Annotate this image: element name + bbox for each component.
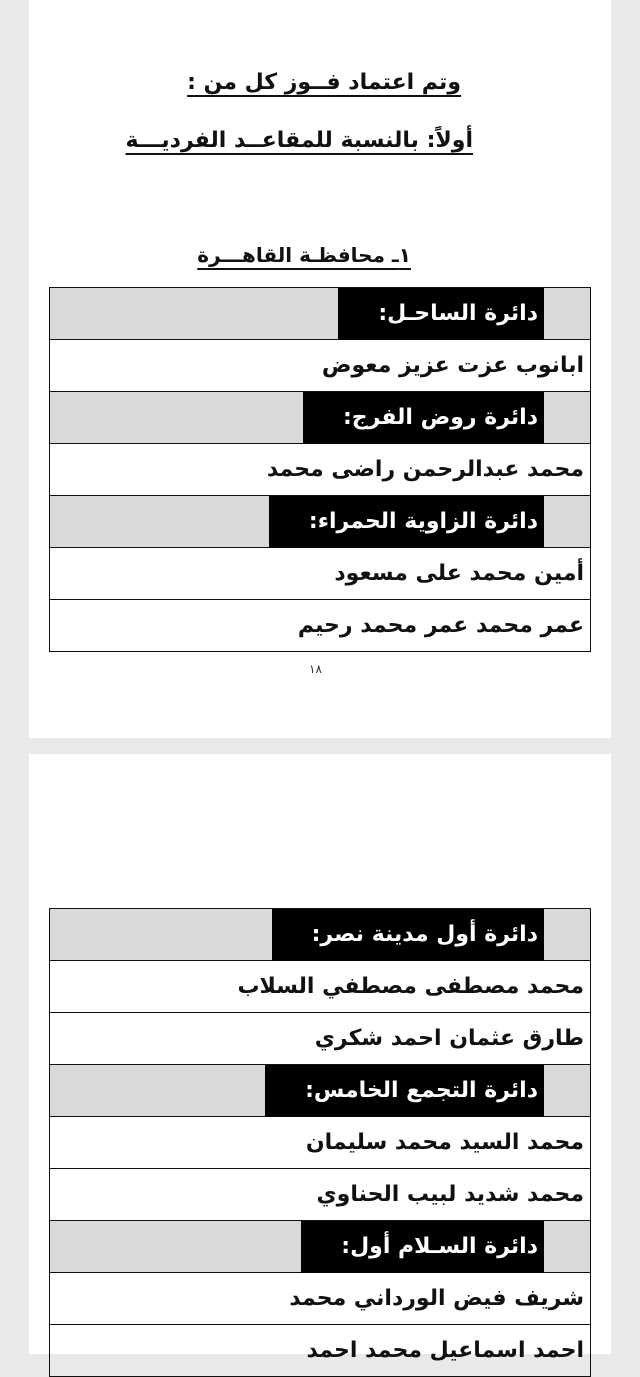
document-page-2 — [29, 754, 611, 1363]
candidate-row — [50, 1117, 590, 1169]
district-label: دائرة السـلام أول: — [301, 1221, 544, 1273]
winners-table-1 — [49, 287, 591, 652]
district-row — [50, 1221, 590, 1273]
district-label: دائرة روض الفرج: — [303, 392, 544, 444]
candidate-row — [50, 961, 590, 1013]
candidate-row — [50, 340, 590, 392]
governorate-heading: ١ـ محافظـة القاهـــرة — [197, 243, 411, 267]
district-row — [50, 909, 590, 961]
candidate-name: عمر محمد عمر محمد رحيم — [297, 613, 584, 638]
candidate-row — [50, 1169, 590, 1221]
candidate-name: محمد مصطفى مصطفي السلاب — [237, 974, 584, 999]
district-row — [50, 392, 590, 444]
candidate-row — [50, 600, 590, 652]
document-page-1 — [29, 0, 611, 738]
district-row — [50, 1065, 590, 1117]
page-number: ١٨ — [309, 662, 322, 676]
candidate-name: طارق عثمان احمد شكري — [314, 1026, 584, 1051]
district-label: دائرة الزاوية الحمراء: — [269, 496, 544, 548]
district-row — [50, 496, 590, 548]
district-row — [50, 288, 590, 340]
candidate-name: محمد شديد لبيب الحناوي — [316, 1182, 584, 1207]
candidate-name: ابانوب عزت عزيز معوض — [321, 353, 584, 378]
candidate-row — [50, 444, 590, 496]
candidate-name: احمد اسماعيل محمد احمد — [306, 1338, 584, 1363]
candidate-name: شريف فيض الورداني محمد — [289, 1286, 584, 1311]
district-label: دائرة التجمع الخامس: — [265, 1065, 544, 1117]
district-label: دائرة الساحـل: — [338, 288, 544, 340]
candidate-name: أمين محمد على مسعود — [334, 561, 584, 586]
district-label: دائرة أول مدينة نصر: — [272, 909, 544, 961]
section-heading: أولاً: بالنسبة للمقاعــد الفرديـــة — [125, 128, 473, 153]
candidate-row — [50, 548, 590, 600]
main-heading: وتم اعتماد فــوز كل من : — [187, 70, 461, 95]
candidate-row — [50, 1325, 590, 1377]
winners-table-2 — [49, 908, 591, 1377]
candidate-row — [50, 1013, 590, 1065]
candidate-name: محمد عبدالرحمن راضى محمد — [266, 457, 584, 482]
candidate-name: محمد السيد محمد سليمان — [305, 1130, 584, 1155]
candidate-row — [50, 1273, 590, 1325]
